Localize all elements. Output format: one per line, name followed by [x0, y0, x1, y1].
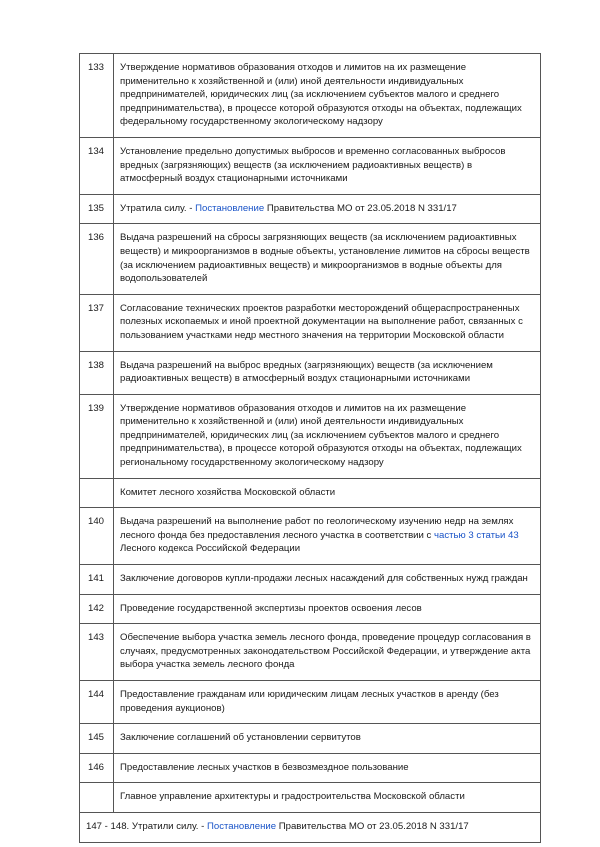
table-row: [80, 54, 541, 138]
row-number: 133: [80, 54, 114, 138]
section-heading: Главное управление архитектуры и градостроительства Московской области: [114, 783, 541, 813]
table-row: [80, 753, 541, 783]
table-row: [80, 294, 541, 351]
legal-reference-link[interactable]: частью 3 статьи 43: [434, 529, 519, 541]
row-text: [114, 508, 541, 565]
row-number: 140: [80, 508, 114, 565]
row-number: 136: [80, 224, 114, 294]
footer-text-before-link: 147 - 148. Утратили силу. -: [86, 820, 207, 832]
row-number: 142: [80, 594, 114, 624]
table-row-repealed: [80, 812, 541, 842]
row-number: 137: [80, 294, 114, 351]
row-number: 135: [80, 194, 114, 224]
table-row: [80, 724, 541, 754]
row-number: 139: [80, 394, 114, 478]
row-text: Утверждение нормативов образования отходов и лимитов на их размещение применительно к хозяйственной и (или) иной деятельности индивидуальных предпринимателей, юридических лиц (за исключением субъектов малого и среднего предпринимательства), в процессе которой образуются отходы на объектах, подлежащих региональному государственному экологическому надзору: [114, 394, 541, 478]
footer-text-after-link: Правительства МО от 23.05.2018 N 331/17: [276, 820, 469, 832]
row-text-before-link: Утратила силу. -: [120, 202, 196, 214]
row-text: Установление предельно допустимых выбросов и временно согласованных выбросов вредных (загрязняющих) веществ (за исключением радиоактивных веществ) в атмосферный воздух стационарными источниками: [114, 137, 541, 194]
row-number: 134: [80, 137, 114, 194]
table-row: [80, 624, 541, 681]
table-row: [80, 478, 541, 508]
row-text: Заключение договоров купли-продажи лесных насаждений для собственных нужд граждан: [114, 565, 541, 595]
table-row: [80, 224, 541, 294]
table-row: [80, 137, 541, 194]
table-row: [80, 681, 541, 724]
row-text-after-link: Лесного кодекса Российской Федерации: [120, 543, 301, 555]
table-row: [80, 783, 541, 813]
row-text: Обеспечение выбора участка земель лесного фонда, проведение процедур согласования в случаях, предусмотренных законодательством Российской Федерации, и утверждение акта выбора участка земель лесного фонда: [114, 624, 541, 681]
footer-reference-link[interactable]: Постановление: [206, 820, 277, 832]
row-text: Предоставление лесных участков в безвозмездное пользование: [114, 753, 541, 783]
row-text: Выдача разрешений на сбросы загрязняющих веществ (за исключением радиоактивных веществ) и микроорганизмов в водные объекты, установление лимитов на сбросы веществ (за исключением радиоактивных веществ) и микроорганизмов в водные объекты для водопользователей: [114, 224, 541, 294]
table-row: [80, 351, 541, 394]
row-number: 144: [80, 681, 114, 724]
row-text: [114, 194, 541, 224]
section-heading: Комитет лесного хозяйства Московской области: [114, 478, 541, 508]
row-number: [80, 478, 114, 508]
legal-reference-link[interactable]: Постановление: [195, 202, 265, 214]
row-number: 138: [80, 351, 114, 394]
row-text: Утверждение нормативов образования отходов и лимитов на их размещение применительно к хозяйственной и (или) иной деятельности индивидуальных предпринимателей, юридических лиц (за исключением субъектов малого и среднего предпринимательства), в процессе которой образуются отходы на объектах, подлежащих федеральному государственному экологическому надзору: [114, 54, 541, 138]
table-row: [80, 508, 541, 565]
repealed-note: [80, 812, 541, 842]
row-text: Заключение соглашений об установлении сервитутов: [114, 724, 541, 754]
row-text: Предоставление гражданам или юридическим лицам лесных участков в аренду (без проведения аукционов): [114, 681, 541, 724]
table-row: [80, 394, 541, 478]
table-row: [80, 194, 541, 224]
row-number: 141: [80, 565, 114, 595]
row-number: 143: [80, 624, 114, 681]
row-text-before-link: Выдача разрешений на выполнение работ по геологическому изучению недр на землях лесного фонда без предоставления лесного участка в соответствии с: [120, 516, 514, 541]
row-text: Согласование технических проектов разработки месторождений общераспространенных полезных ископаемых и иной проектной документации на выполнение работ, связанных с пользованием участками недр местного значения на территории Московской области: [114, 294, 541, 351]
row-number: [80, 783, 114, 813]
row-text: Проведение государственной экспертизы проектов освоения лесов: [114, 594, 541, 624]
row-text: Выдача разрешений на выброс вредных (загрязняющих) веществ (за исключением радиоактивных веществ) в атмосферный воздух стационарными источниками: [114, 351, 541, 394]
document-page: [79, 53, 541, 843]
row-text-after-link: Правительства МО от 23.05.2018 N 331/17: [264, 202, 457, 214]
table-row: [80, 594, 541, 624]
services-table: [79, 53, 541, 843]
row-number: 145: [80, 724, 114, 754]
table-row: [80, 565, 541, 595]
row-number: 146: [80, 753, 114, 783]
